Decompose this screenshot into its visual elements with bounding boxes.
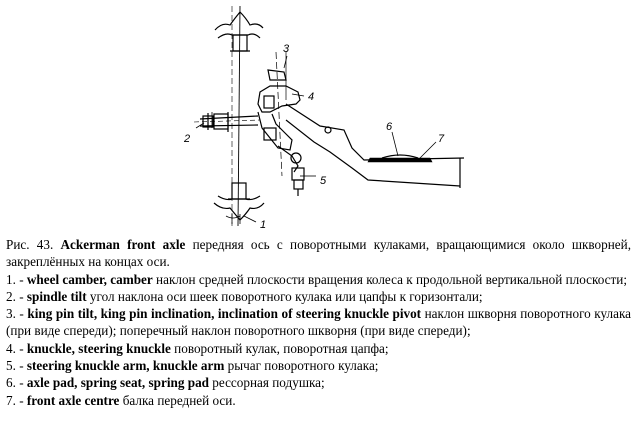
item-description: наклон средней плоскости вращения колеса к продольной вертикальной плоскости; [156, 271, 628, 287]
item-number: 7. - [6, 392, 24, 408]
item-number: 5. - [6, 358, 24, 374]
spindle [194, 112, 260, 132]
caption-item-6 [6, 374, 631, 391]
figure-description: передняя ось с поворотными кулаками, вращающимися около шкворней, закреплённых на концах оси. [6, 237, 631, 270]
caption-item-2 [6, 288, 631, 305]
figure-label: Рис. 43. [6, 237, 54, 252]
caption-item-5 [6, 357, 631, 374]
item-description: наклон шкворня поворотного кулака (при виде спереди); поперечный наклон поворотного шкворня (при виде спереди); [6, 306, 632, 339]
figure-caption [6, 236, 631, 409]
item-term: steering knuckle arm, knuckle arm [26, 358, 225, 374]
item-number: 6. - [6, 375, 24, 391]
item-number: 1. - [6, 271, 24, 287]
callout-1: 1 [260, 219, 267, 231]
upper-tyre-section [215, 12, 263, 51]
item-description: рычаг поворотного кулака; [227, 358, 379, 374]
wheel-centre-line [238, 6, 240, 226]
caption-item-4 [6, 340, 631, 357]
item-term: knuckle, steering knuckle [26, 340, 171, 356]
item-description: угол наклона оси шеек поворотного кулака или цапфы к горизонтали; [89, 288, 483, 304]
caption-item-3 [6, 305, 631, 340]
steering-knuckle [258, 70, 300, 150]
caption-item-1 [6, 271, 631, 288]
lower-tyre-section [214, 183, 264, 224]
callout-numbers [183, 43, 445, 231]
figure-term: Ackerman front axle [60, 237, 186, 252]
callout-2: 2 [184, 133, 191, 145]
callout-6: 6 [386, 121, 393, 133]
item-term: wheel camber, camber [26, 271, 153, 287]
item-description: балка передней оси. [122, 392, 236, 408]
item-description: поворотный кулак, поворотная цапфа; [174, 340, 389, 356]
caption-item-7 [6, 392, 631, 409]
item-description: рессорная подушка; [212, 375, 325, 391]
item-term: king pin tilt, king pin inclination, inclination of steering knuckle pivot [27, 306, 422, 322]
item-term: spindle tilt [26, 288, 87, 304]
callout-3: 3 [283, 43, 290, 55]
caption-intro [6, 236, 631, 271]
item-term: axle pad, spring seat, spring pad [26, 375, 209, 391]
item-term: front axle centre [26, 392, 120, 408]
callout-5: 5 [320, 175, 327, 187]
callout-4: 4 [308, 91, 315, 103]
item-number: 2. - [6, 288, 24, 304]
callout-7: 7 [438, 133, 445, 145]
item-number: 4. - [6, 340, 24, 356]
steering-knuckle-arm [278, 146, 304, 196]
item-number: 3. - [6, 306, 24, 322]
front-axle-beam [286, 104, 464, 188]
